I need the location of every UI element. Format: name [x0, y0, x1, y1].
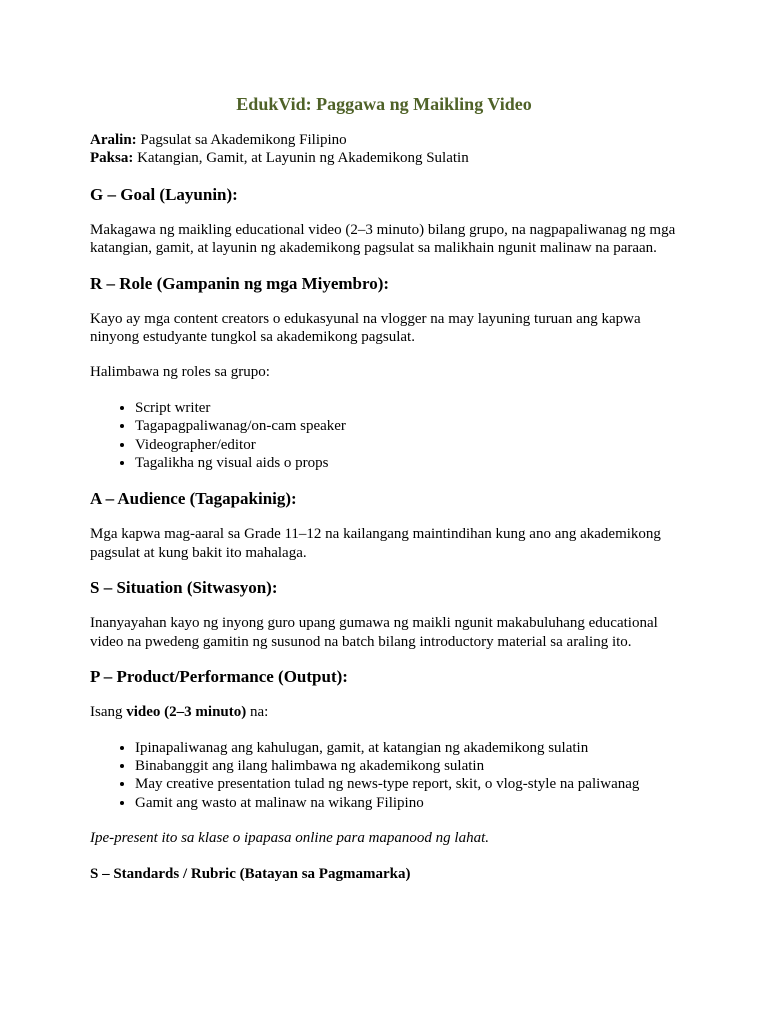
list-item: • Script writer: [135, 399, 678, 417]
product-note: Ipe-present ito sa klase o ipapasa online para mapanood ng lahat.: [90, 830, 489, 847]
list-item: • Videographer/editor: [135, 436, 678, 454]
document-title: EdukVid: Paggawa ng Maikling Video: [236, 94, 532, 114]
roles-intro: Halimbawa ng roles sa grupo:: [90, 364, 270, 381]
goal-text: Makagawa ng maikling educational video (2–3 minuto) bilang grupo, na nagpapaliwanag ng mga katangian, gamit, at layunin ng akademikong pagsulat sa malikhain ngunit malinaw na paraan.: [90, 221, 676, 257]
aralin-label: Aralin:: [90, 132, 137, 148]
role-text: Kayo ay mga content creators o edukasyunal na vlogger na may layuning turuan ang kapwa ninyong estudyante tungkol sa akademikong pagsulat.: [90, 310, 641, 346]
audience-text: Mga kapwa mag-aaral sa Grade 11–12 na kailangang maintindihan kung ano ang akademikong pagsulat at kung bakit ito mahalaga.: [90, 526, 661, 561]
product-intro: [90, 703, 678, 721]
list-item: • Binabanggit ang ilang halimbawa ng akademikong sulatin: [135, 757, 678, 775]
product-list: [90, 739, 678, 813]
situation-text: Inanyayahan kayo ng inyong guro upang gumawa ng maikli ngunit makabuluhang educational video na pwedeng gamitin ng susunod na batch bilang introductory material sa araling ito.: [90, 615, 658, 650]
list-item: • Tagalikha ng visual aids o props: [135, 454, 678, 472]
audience-heading: A – Audience (Tagapakinig):: [90, 489, 297, 509]
product-intro-bold: video (2–3 minuto): [126, 704, 247, 721]
product-heading: P – Product/Performance (Output):: [90, 667, 348, 687]
situation-heading: S – Situation (Sitwasyon):: [90, 578, 278, 598]
role-heading: R – Role (Gampanin ng mga Miyembro):: [90, 273, 390, 293]
goal-heading: G – Goal (Layunin):: [90, 184, 238, 204]
paksa-line: [90, 149, 678, 167]
roles-list: [90, 399, 678, 473]
product-intro-pre: Isang: [90, 704, 127, 721]
paksa-value: Katangian, Gamit, at Layunin ng Akademikong Sulatin: [137, 150, 469, 167]
list-item: • Ipinapaliwanag ang kahulugan, gamit, at katangian ng akademikong sulatin: [135, 739, 678, 757]
list-item: • May creative presentation tulad ng news-type report, skit, o vlog-style na paliwanag: [135, 775, 678, 793]
standards-heading: S – Standards / Rubric (Batayan sa Pagmamarka): [90, 865, 411, 882]
list-item: • Tagapagpaliwanag/on-cam speaker: [135, 417, 678, 435]
paksa-label: Paksa:: [90, 150, 134, 167]
list-item: • Gamit ang wasto at malinaw na wikang Filipino: [135, 794, 678, 812]
product-intro-post: na:: [246, 704, 269, 721]
aralin-value: Pagsulat sa Akademikong Filipino: [140, 132, 347, 148]
aralin-line: [90, 131, 678, 149]
